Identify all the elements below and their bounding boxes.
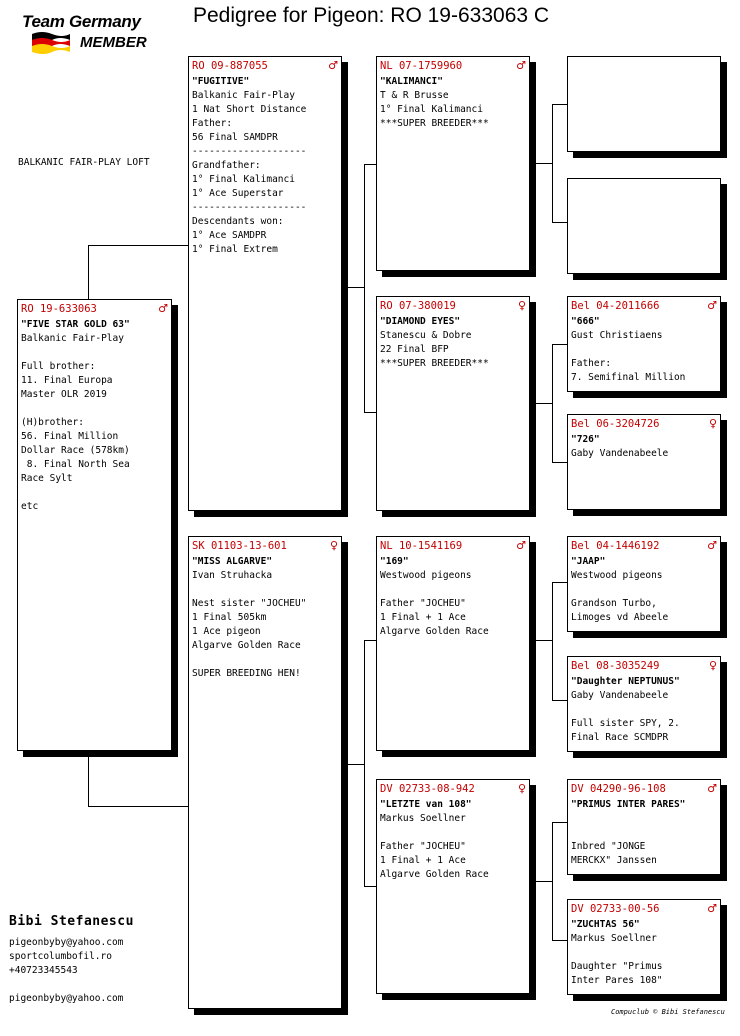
pedigree-info-line: Inter Pares 108" — [571, 975, 663, 986]
connector — [552, 104, 553, 222]
pigeon-card-header — [380, 538, 526, 553]
member-logo-text: MEMBER — [80, 34, 147, 51]
connector — [552, 104, 567, 105]
pedigree-info-line — [21, 486, 168, 500]
connector — [529, 163, 552, 164]
pedigree-info-line — [571, 583, 717, 597]
software-credit: Compuclub © Bibi Stefanescu — [611, 1008, 725, 1016]
owner-website-link[interactable]: sportcolumbofil.ro — [9, 951, 112, 962]
pigeon-card-header — [192, 538, 338, 553]
pigeon-name: "JAAP" — [571, 556, 606, 567]
pedigree-info-line: -------------------- — [192, 202, 307, 213]
pigeon-name: "FIVE STAR GOLD 63" — [21, 319, 130, 330]
pedigree-info-line: Balkanic Fair-Play — [192, 90, 295, 101]
pigeon-card-ds-sire[interactable] — [567, 536, 721, 632]
pigeon-name: "666" — [571, 316, 600, 327]
ring-number: NL 07-1759960 — [380, 59, 463, 72]
owner-email-link[interactable]: pigeonbyby@yahoo.com — [9, 937, 124, 948]
pigeon-card-header — [21, 301, 168, 316]
pigeon-card-header — [571, 658, 717, 673]
pedigree-info-line: Markus Soellner — [380, 813, 466, 824]
pedigree-info-line: -------------------- — [192, 146, 307, 157]
pedigree-info-line: (H)brother: — [21, 417, 84, 428]
pedigree-info-line: Algarve Golden Race — [380, 869, 489, 880]
pigeon-name: "ZUCHTAS 56" — [571, 919, 640, 930]
male-symbol-icon: ♂ — [707, 781, 717, 795]
pigeon-name: "LETZTE van 108" — [380, 799, 472, 810]
pigeon-card-sd-dam[interactable] — [567, 414, 721, 510]
pedigree-info-line: Algarve Golden Race — [192, 640, 301, 651]
female-symbol-icon: ♀ — [517, 298, 526, 312]
pedigree-info-line: MERCKX" Janssen — [571, 855, 657, 866]
pigeon-card-subject[interactable] — [17, 299, 172, 751]
pedigree-info-line: Grandfather: — [192, 160, 261, 171]
ring-number: NL 10-1541169 — [380, 539, 463, 552]
connector — [88, 806, 188, 807]
connector — [529, 403, 552, 404]
pigeon-card-header — [380, 298, 526, 313]
pigeon-card-sire-dam[interactable] — [376, 296, 530, 511]
pedigree-info-line: Father "JOCHEU" — [380, 598, 466, 609]
pedigree-info-line: 56 Final SAMDPR — [192, 132, 278, 143]
male-symbol-icon: ♂ — [516, 58, 526, 72]
pedigree-info-line: 1 Final 505km — [192, 612, 267, 623]
connector — [552, 344, 567, 345]
pedigree-info-line: Gaby Vandenabeele — [571, 690, 669, 701]
connector — [364, 412, 376, 413]
connector — [341, 287, 364, 288]
ring-number: DV 04290-96-108 — [571, 782, 666, 795]
pedigree-info-line: Westwood pigeons — [571, 570, 663, 581]
pedigree-info-line: Westwood pigeons — [380, 570, 472, 581]
pedigree-info-line: 8. Final North Sea — [21, 459, 130, 470]
pigeon-name: "PRIMUS INTER PARES" — [571, 799, 686, 810]
pigeon-card-dd-sire[interactable] — [567, 779, 721, 875]
pedigree-info-line: 7. Semifinal Million — [571, 372, 686, 383]
pedigree-info-line — [571, 812, 717, 826]
pedigree-info-line: Algarve Golden Race — [380, 626, 489, 637]
owner-phone: +40723345543 — [9, 965, 78, 976]
pedigree-info-line: 22 Final BFP — [380, 344, 449, 355]
pigeon-card-header — [571, 538, 717, 553]
pigeon-card-ds-dam[interactable] — [567, 656, 721, 752]
pigeon-name: "169" — [380, 556, 409, 567]
male-symbol-icon: ♂ — [707, 298, 717, 312]
page-title: Pedigree for Pigeon: RO 19-633063 C — [193, 4, 550, 27]
connector — [88, 750, 89, 806]
female-symbol-icon: ♀ — [329, 538, 338, 552]
pigeon-card-sire-sire[interactable] — [376, 56, 530, 271]
pigeon-card-header — [192, 58, 338, 73]
ring-number: DV 02733-00-56 — [571, 902, 660, 915]
connector — [364, 164, 376, 165]
pigeon-name: "Daughter NEPTUNUS" — [571, 676, 680, 687]
connector — [341, 764, 364, 765]
connector — [552, 822, 553, 940]
pedigree-info-line: 1 Nat Short Distance — [192, 104, 307, 115]
ring-number: DV 02733-08-942 — [380, 782, 475, 795]
pigeon-card-header — [571, 416, 717, 431]
pigeon-card-sire[interactable] — [188, 56, 342, 511]
female-symbol-icon: ♀ — [708, 658, 717, 672]
pedigree-info-line: 1 Final + 1 Ace — [380, 612, 466, 623]
pigeon-name: "KALIMANCI" — [380, 76, 443, 87]
pedigree-info-line: Balkanic Fair-Play — [21, 333, 124, 344]
pedigree-info-line: SUPER BREEDING HEN! — [192, 668, 301, 679]
pedigree-info-line — [192, 583, 338, 597]
pedigree-info-line — [21, 402, 168, 416]
male-symbol-icon: ♂ — [707, 538, 717, 552]
pigeon-card-header — [380, 781, 526, 796]
pedigree-info-line — [380, 826, 526, 840]
pedigree-info-line: T & R Brusse — [380, 90, 449, 101]
ring-number: Bel 04-1446192 — [571, 539, 660, 552]
pedigree-info-line: 11. Final Europa — [21, 375, 113, 386]
pedigree-info-line: Daughter "Primus — [571, 961, 663, 972]
pigeon-card-dd-dam[interactable] — [567, 899, 721, 995]
pedigree-info-line: 1° Final Extrem — [192, 244, 278, 255]
female-symbol-icon: ♀ — [708, 416, 717, 430]
pedigree-info-line — [571, 343, 717, 357]
pedigree-info-line: Dollar Race (578km) — [21, 445, 130, 456]
pedigree-info-line: etc — [21, 501, 39, 512]
male-symbol-icon: ♂ — [707, 901, 717, 915]
pigeon-card-header — [571, 781, 717, 796]
ring-number: RO 07-380019 — [380, 299, 456, 312]
ring-number: RO 19-633063 — [21, 302, 97, 315]
pigeon-name: "MISS ALGARVE" — [192, 556, 273, 567]
pedigree-info-line — [21, 346, 168, 360]
pedigree-info-line: Master OLR 2019 — [21, 389, 107, 400]
pedigree-info-line — [192, 653, 338, 667]
ring-number: Bel 08-3035249 — [571, 659, 660, 672]
pedigree-info-line: Full sister SPY, 2. — [571, 718, 680, 729]
pedigree-info-line: Father: — [571, 358, 612, 369]
connector — [529, 881, 552, 882]
pedigree-info-line: Inbred "JONGE — [571, 841, 646, 852]
connector — [552, 462, 567, 463]
pedigree-info-line: 56. Final Million — [21, 431, 119, 442]
connector — [552, 582, 567, 583]
pigeon-card-dam-sire[interactable] — [376, 536, 530, 751]
pedigree-info-line: 1° Ace Superstar — [192, 188, 284, 199]
pedigree-info-line: Full brother: — [21, 361, 96, 372]
pigeon-card-dam-dam[interactable] — [376, 779, 530, 994]
female-symbol-icon: ♀ — [517, 781, 526, 795]
connector — [364, 164, 365, 412]
pedigree-info-line: Markus Soellner — [571, 933, 657, 944]
pedigree-info-line: Ivan Struhacka — [192, 570, 273, 581]
male-symbol-icon: ♂ — [516, 538, 526, 552]
pigeon-card-empty-1[interactable] — [567, 56, 721, 152]
connector — [88, 245, 188, 246]
pedigree-info-line: Limoges vd Abeele — [571, 612, 669, 623]
connector — [552, 700, 567, 701]
pigeon-name: "726" — [571, 434, 600, 445]
pedigree-info-line: Father: — [192, 118, 233, 129]
pedigree-info-line: 1° Ace SAMDPR — [192, 230, 267, 241]
pedigree-info-line: Stanescu & Dobre — [380, 330, 472, 341]
pedigree-info-line: ***SUPER BREEDER*** — [380, 118, 489, 129]
owner-name: Bibi Stefanescu — [9, 914, 134, 929]
pedigree-info-line: 1 Ace pigeon — [192, 626, 261, 637]
pedigree-info-line — [571, 826, 717, 840]
pedigree-info-line: Race Sylt — [21, 473, 73, 484]
pedigree-info-line: 1 Final + 1 Ace — [380, 855, 466, 866]
pigeon-card-dam[interactable] — [188, 536, 342, 1009]
pedigree-info-line: Descendants won: — [192, 216, 284, 227]
pedigree-info-line: Final Race SCMDPR — [571, 732, 669, 743]
male-symbol-icon: ♂ — [328, 58, 338, 72]
pedigree-info-line: Nest sister "JOCHEU" — [192, 598, 307, 609]
team-germany-logo-text: Team Germany — [22, 12, 141, 31]
pedigree-info-line: 1° Final Kalimanci — [192, 174, 295, 185]
connector — [552, 222, 567, 223]
connector — [552, 582, 553, 700]
connector — [552, 822, 567, 823]
pedigree-info-line: Gaby Vandenabeele — [571, 448, 669, 459]
connector — [529, 640, 552, 641]
connector — [364, 886, 376, 887]
pedigree-info-line — [571, 946, 717, 960]
connector — [364, 640, 365, 886]
pigeon-card-header — [571, 298, 717, 313]
german-flag-icon — [30, 30, 72, 54]
pedigree-info-line: 1° Final Kalimanci — [380, 104, 483, 115]
male-symbol-icon: ♂ — [158, 301, 168, 315]
connector — [552, 940, 567, 941]
loft-name: BALKANIC FAIR-PLAY LOFT — [18, 157, 150, 168]
pigeon-name: "FUGITIVE" — [192, 76, 250, 87]
pigeon-card-empty-2[interactable] — [567, 178, 721, 274]
pigeon-name: "DIAMOND EYES" — [380, 316, 461, 327]
pedigree-info-line: ***SUPER BREEDER*** — [380, 358, 489, 369]
pedigree-info-line — [380, 583, 526, 597]
pigeon-card-header — [571, 901, 717, 916]
ring-number: Bel 04-2011666 — [571, 299, 660, 312]
connector — [364, 640, 376, 641]
pedigree-info-line: Gust Christiaens — [571, 330, 663, 341]
owner-email-link-2[interactable]: pigeonbyby@yahoo.com — [9, 993, 124, 1004]
pigeon-card-header — [380, 58, 526, 73]
connector — [552, 344, 553, 462]
pedigree-info-line: Grandson Turbo, — [571, 598, 657, 609]
pedigree-info-line: Father "JOCHEU" — [380, 841, 466, 852]
connector — [88, 245, 89, 299]
ring-number: RO 09-887055 — [192, 59, 268, 72]
ring-number: SK 01103-13-601 — [192, 539, 287, 552]
pigeon-card-sd-sire[interactable] — [567, 296, 721, 392]
pedigree-info-line — [571, 703, 717, 717]
ring-number: Bel 06-3204726 — [571, 417, 660, 430]
